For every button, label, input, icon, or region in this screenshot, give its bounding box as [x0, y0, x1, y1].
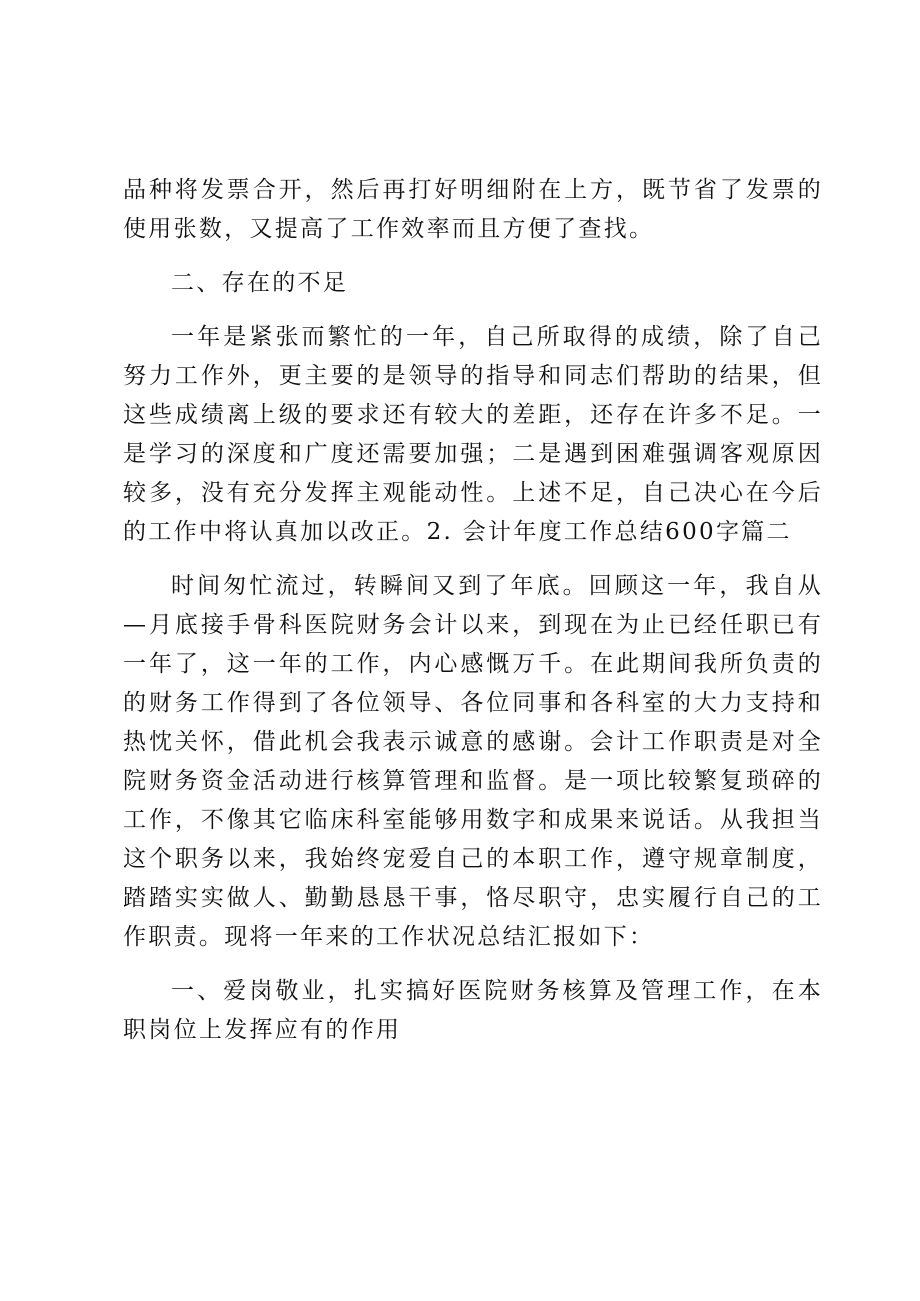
document-body [123, 171, 823, 1065]
paragraph-year-review: 时间匆忙流过，转瞬间又到了年底。回顾这一年，我自从—月底接手骨科医院财务会计以来，到现在为止已经任职已有一年了，这一年的工作，内心感慨万千。在此期间我所负责的的财务工作得到了各位领导、各位同事和各科室的大力支持和热忱关怀，借此机会我表示诚意的感谢。会计工作职责是对全院财务资金活动进行核算管理和监督。是一项比较繁复琐碎的工作，不像其它临床科室能够用数字和成果来说话。从我担当这个职务以来，我始终宠爱自己的本职工作，遵守规章制度，踏踏实实做人、勤勤恳恳干事，恪尽职守，忠实履行自己的工作职责。现将一年来的工作状况总结汇报如下： [123, 573, 823, 950]
section-heading-dedication: 一、爱岗敬业，扎实搞好医院财务核算及管理工作，在本职岗位上发挥应有的作用 [123, 978, 823, 1043]
paragraph-shortcomings: 一年是紧张而繁忙的一年，自己所取得的成绩，除了自己努力工作外，更主要的是领导的指导和同志们帮助的结果，但这些成绩离上级的要求还有较大的差距，还存在许多不足。一是学习的深度和广度还需要加强；二是遇到困难强调客观原因较多，没有充分发挥主观能动性。上述不足，自己决心在今后的工作中将认真加以改正。2. 会计年度工作总结600字篇二 [123, 324, 823, 545]
paragraph-continuation: 品种将发票合开，然后再打好明细附在上方，既节省了发票的使用张数，又提高了工作效率而且方便了查找。 [123, 177, 823, 242]
section-heading-shortcomings: 二、存在的不足 [171, 270, 349, 296]
